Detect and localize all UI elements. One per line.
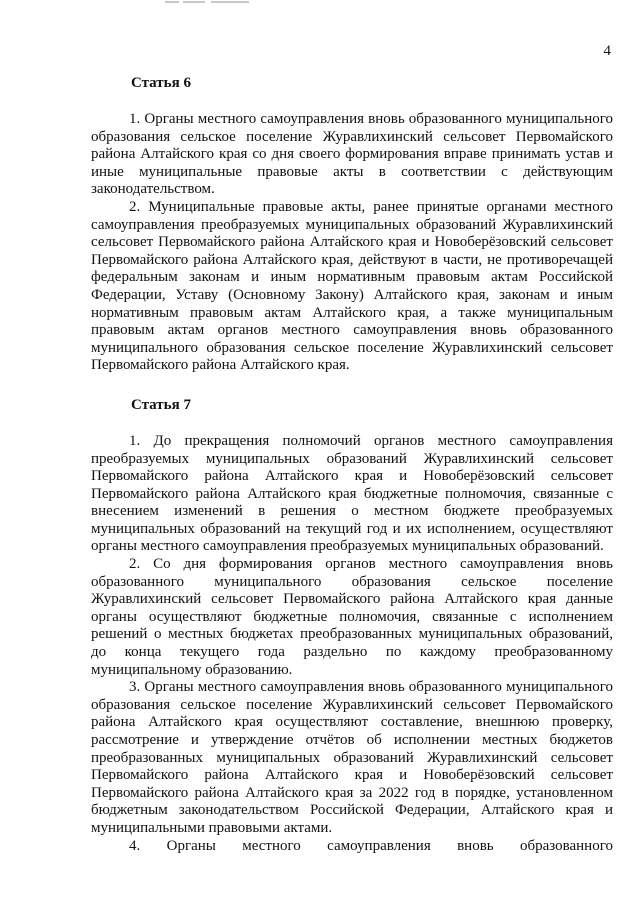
document-body [91, 74, 613, 855]
article-paragraph: 1. До прекращения полномочий органов местного самоуправления преобразуемых муниципальных образований Журавлихинский сельсовет Первомайского района Алтайского края и Новоберёзовский сельсовет Первомайского района Алтайского края бюджетные полномочия, связанные с внесением изменений в решения о местном бюджете преобразуемых муниципальных образований на текущий год и их исполнением, осуществляют органы местного самоуправления преобразуемых муниципальных образований. [91, 432, 613, 555]
article-6 [91, 74, 613, 375]
article-7 [91, 396, 613, 855]
article-title: Статья 6 [131, 75, 191, 91]
article-paragraph: 2. Муниципальные правовые акты, ранее принятые органами местного самоуправления преобразуемых муниципальных образований Журавлихинский сельсовет Первомайского района Алтайского края и Новоберёзовский сельсовет Первомайского района Алтайского края, действуют в части, не противоречащей федеральным законам и иным нормативным правовым актам Российской Федерации, Уставу (Основному Закону) Алтайского края, законам и иным нормативным правовым актам Алтайского края, а также муниципальным правовым актам органов местного самоуправления вновь образованного муниципального образования сельское поселение Журавлихинский сельсовет Первомайского района Алтайского края. [91, 198, 613, 374]
article-title: Статья 7 [131, 396, 191, 413]
scan-artifact-mark [165, 0, 285, 4]
article-paragraph: 2. Со дня формирования органов местного самоуправления вновь образованного муниципального образования сельское поселение Журавлихинский сельсовет Первомайского района Алтайского края данные органы осуществляют бюджетные полномочия, связанные с исполнением решений о местных бюджетах преобразованных муниципальных образований, до конца текущего года раздельно по каждому преобразованному муниципальному образованию. [91, 556, 613, 678]
page-number: 4 [603, 43, 611, 59]
article-paragraph: 3. Органы местного самоуправления вновь образованного муниципального образования сельское поселение Журавлихинский сельсовет Первомайского района Алтайского края осуществляют составление, внешнюю проверку, рассмотрение и утверждение отчётов об исполнении местных бюджетов преобразованных муниципальных образований Журавлихинский сельсовет Первомайского района Алтайского края и Новоберёзовский сельсовет Первомайского района Алтайского края за 2022 год в порядке, установленном бюджетным законодательством Российской Федерации, Алтайского края и муниципальными правовыми актами. [91, 679, 613, 836]
article-paragraph: 4. Органы местного самоуправления вновь образованного [129, 837, 613, 854]
article-paragraph: 1. Органы местного самоуправления вновь образованного муниципального образования сельское поселение Журавлихинский сельсовет Первомайского района Алтайского края со дня своего формирования вправе принимать устав и иные муниципальные правовые акты в соответствии с действующим законодательством. [91, 111, 613, 198]
